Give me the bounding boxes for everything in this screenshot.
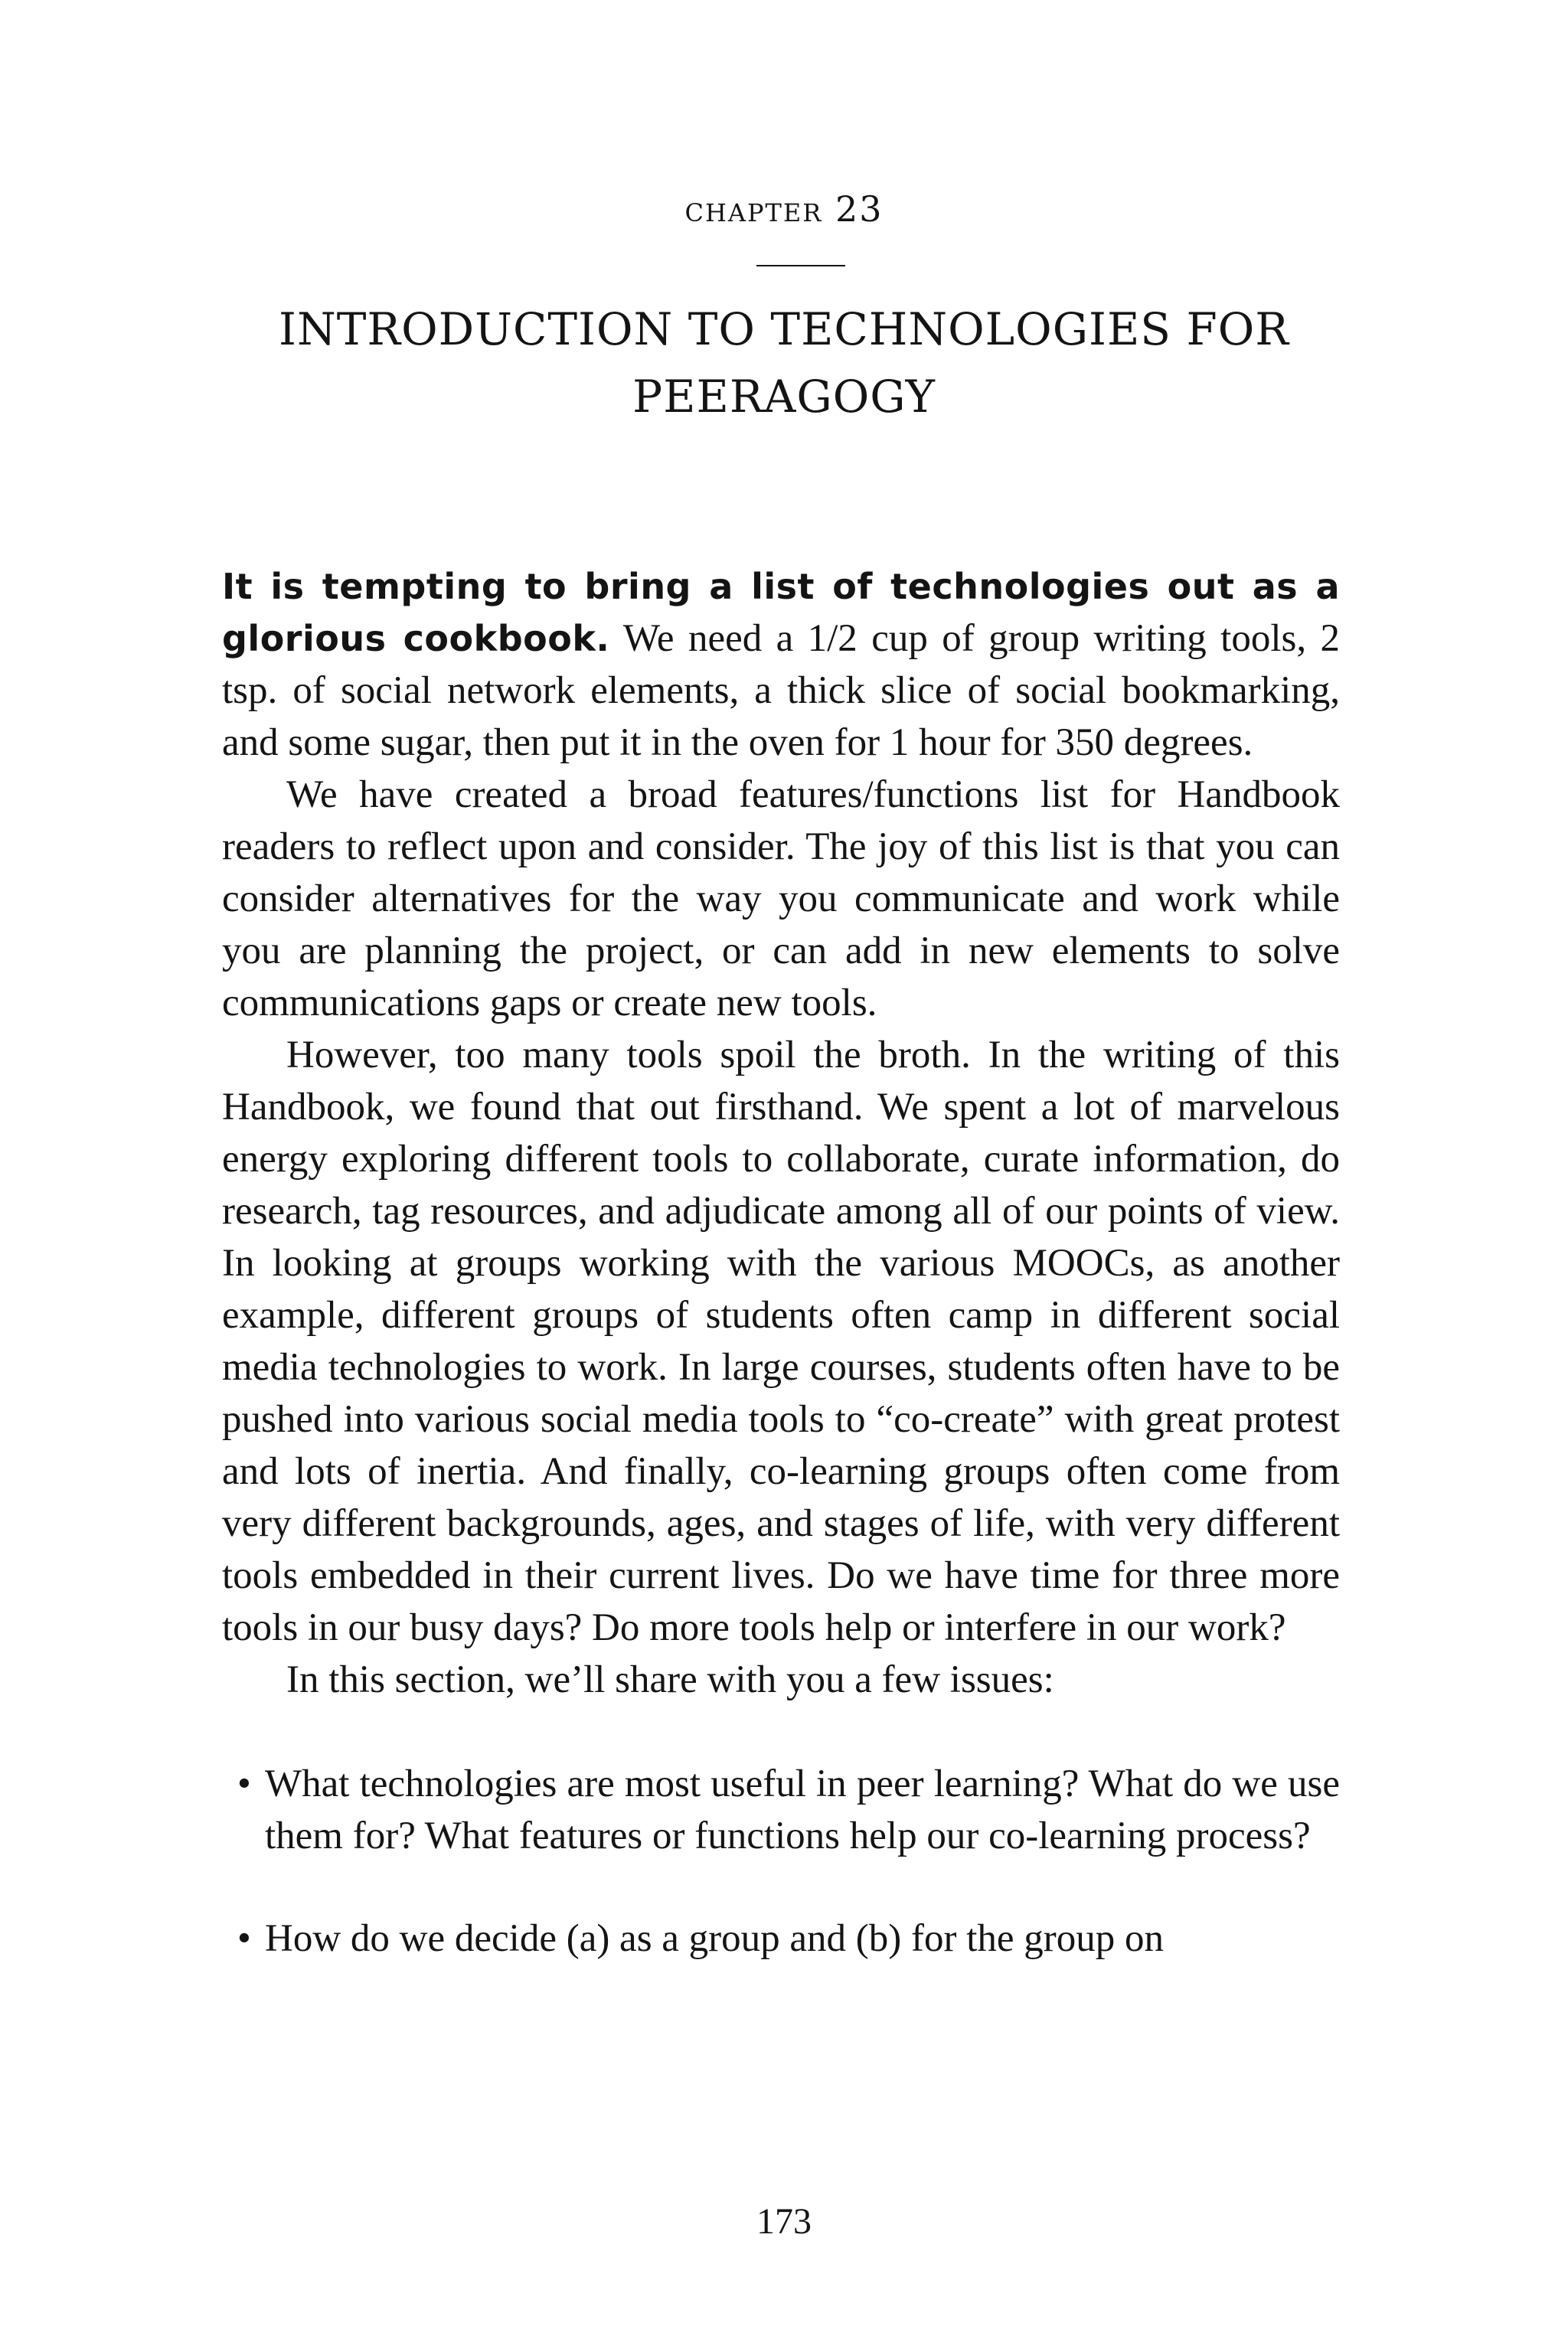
body-text (222, 560, 1340, 2015)
issues-list (222, 1758, 1340, 1965)
chapter-title (230, 296, 1338, 430)
chapter-label (0, 188, 1568, 230)
paragraph-4: In this section, we’ll share with you a few issues: (286, 1658, 1054, 1701)
paragraph-1 (222, 560, 1340, 769)
paragraph-3: However, too many tools spoil the broth. In the writing of this Handbook, we found that out firsthand. We spent a lot of marvelous energy exploring different tools to collaborate, curate information, do research, tag resources, and adjudicate among all of our points of view. In looking at groups working with the various MOOCs, as another example, different groups of students often camp in different social media technologies to work. In large courses, students often have to be pushed into various social media tools to “co-create” with great protest and lots of inertia. And finally, co-learning groups often come from very different backgrounds, ages, and stages of life, with very different tools embedded in their current lives. Do we have time for three more tools in our busy days? Do more tools help or interfere in our work? (222, 1034, 1340, 1649)
chapter-rule-divider (756, 265, 845, 266)
chapter-title-line-1: INTRODUCTION TO TECHNOLOGIES FOR (279, 303, 1289, 355)
chapter-number: 23 (835, 188, 884, 230)
chapter-title-line-2: PEERAGOGY (632, 371, 936, 423)
list-item-text: What technologies are most useful in peer learning? What do we use them for? What features or functions help our co-learning process? (265, 1762, 1340, 1857)
chapter-word: chapter (684, 188, 823, 230)
list-item (237, 1758, 1340, 1862)
lead-in: It is tempting to bring a list of technologies out as a glorious cookbook. (222, 566, 1340, 659)
page-number: 173 (756, 2201, 812, 2242)
bullet-icon: • (237, 1917, 251, 1960)
list-item-text: How do we decide (a) as a group and (b) for the group on (265, 1917, 1165, 1960)
paragraph-1-text: We need a 1/2 cup of group writing tools, 2 tsp. of social network elements, a thick slice of social bookmarking, and some sugar, then put it in the oven for 1 hour for 350 degrees. (222, 617, 1340, 764)
list-item (237, 1913, 1340, 1965)
bullet-icon: • (237, 1762, 251, 1805)
paragraph-2: We have created a broad features/functions list for Handbook readers to reflect upon and consider. The joy of this list is that you can consider alternatives for the way you communicate and work while you are planning the project, or can add in new elements to solve communications gaps or create new tools. (222, 773, 1340, 1024)
